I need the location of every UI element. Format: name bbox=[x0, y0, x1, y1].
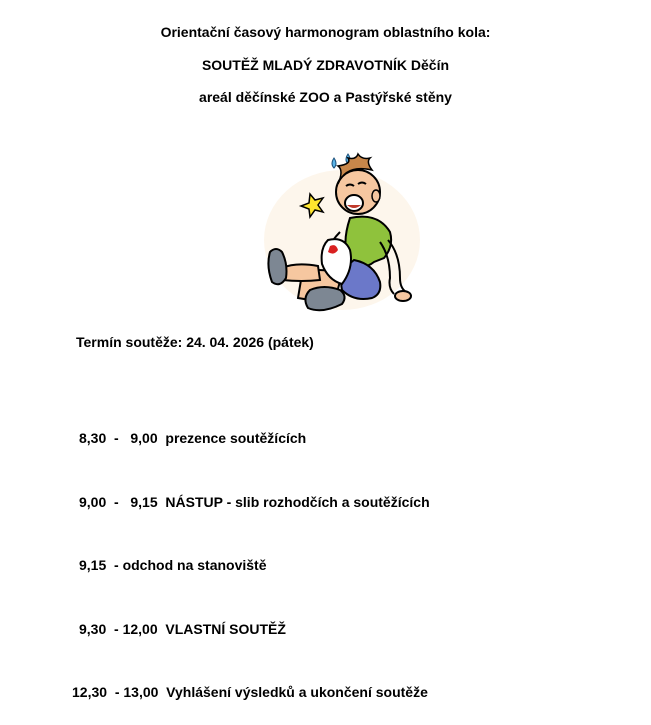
title-line-1: Orientační časový harmonogram oblastního kola: bbox=[160, 24, 491, 40]
schedule-row: 9,15 - odchod na stanoviště bbox=[79, 557, 267, 573]
schedule-row: 12,30 - 13,00 Vyhlášení výsledků a ukončení soutěže bbox=[72, 684, 428, 700]
competition-date: Termín soutěže: 24. 04. 2026 (pátek) bbox=[76, 334, 314, 350]
injured-child-icon bbox=[262, 148, 422, 316]
title-line-2: SOUTĚŽ MLADÝ ZDRAVOTNÍK Děčín bbox=[201, 57, 450, 73]
schedule-row: 9,00 - 9,15 NÁSTUP - slib rozhodčích a soutěžících bbox=[79, 494, 430, 510]
title-line-3: areál děčínské ZOO a Pastýřské stěny bbox=[199, 89, 452, 105]
schedule-row: 9,30 - 12,00 VLASTNÍ SOUTĚŽ bbox=[79, 621, 286, 637]
schedule-row: 8,30 - 9,00 prezence soutěžících bbox=[79, 430, 307, 446]
